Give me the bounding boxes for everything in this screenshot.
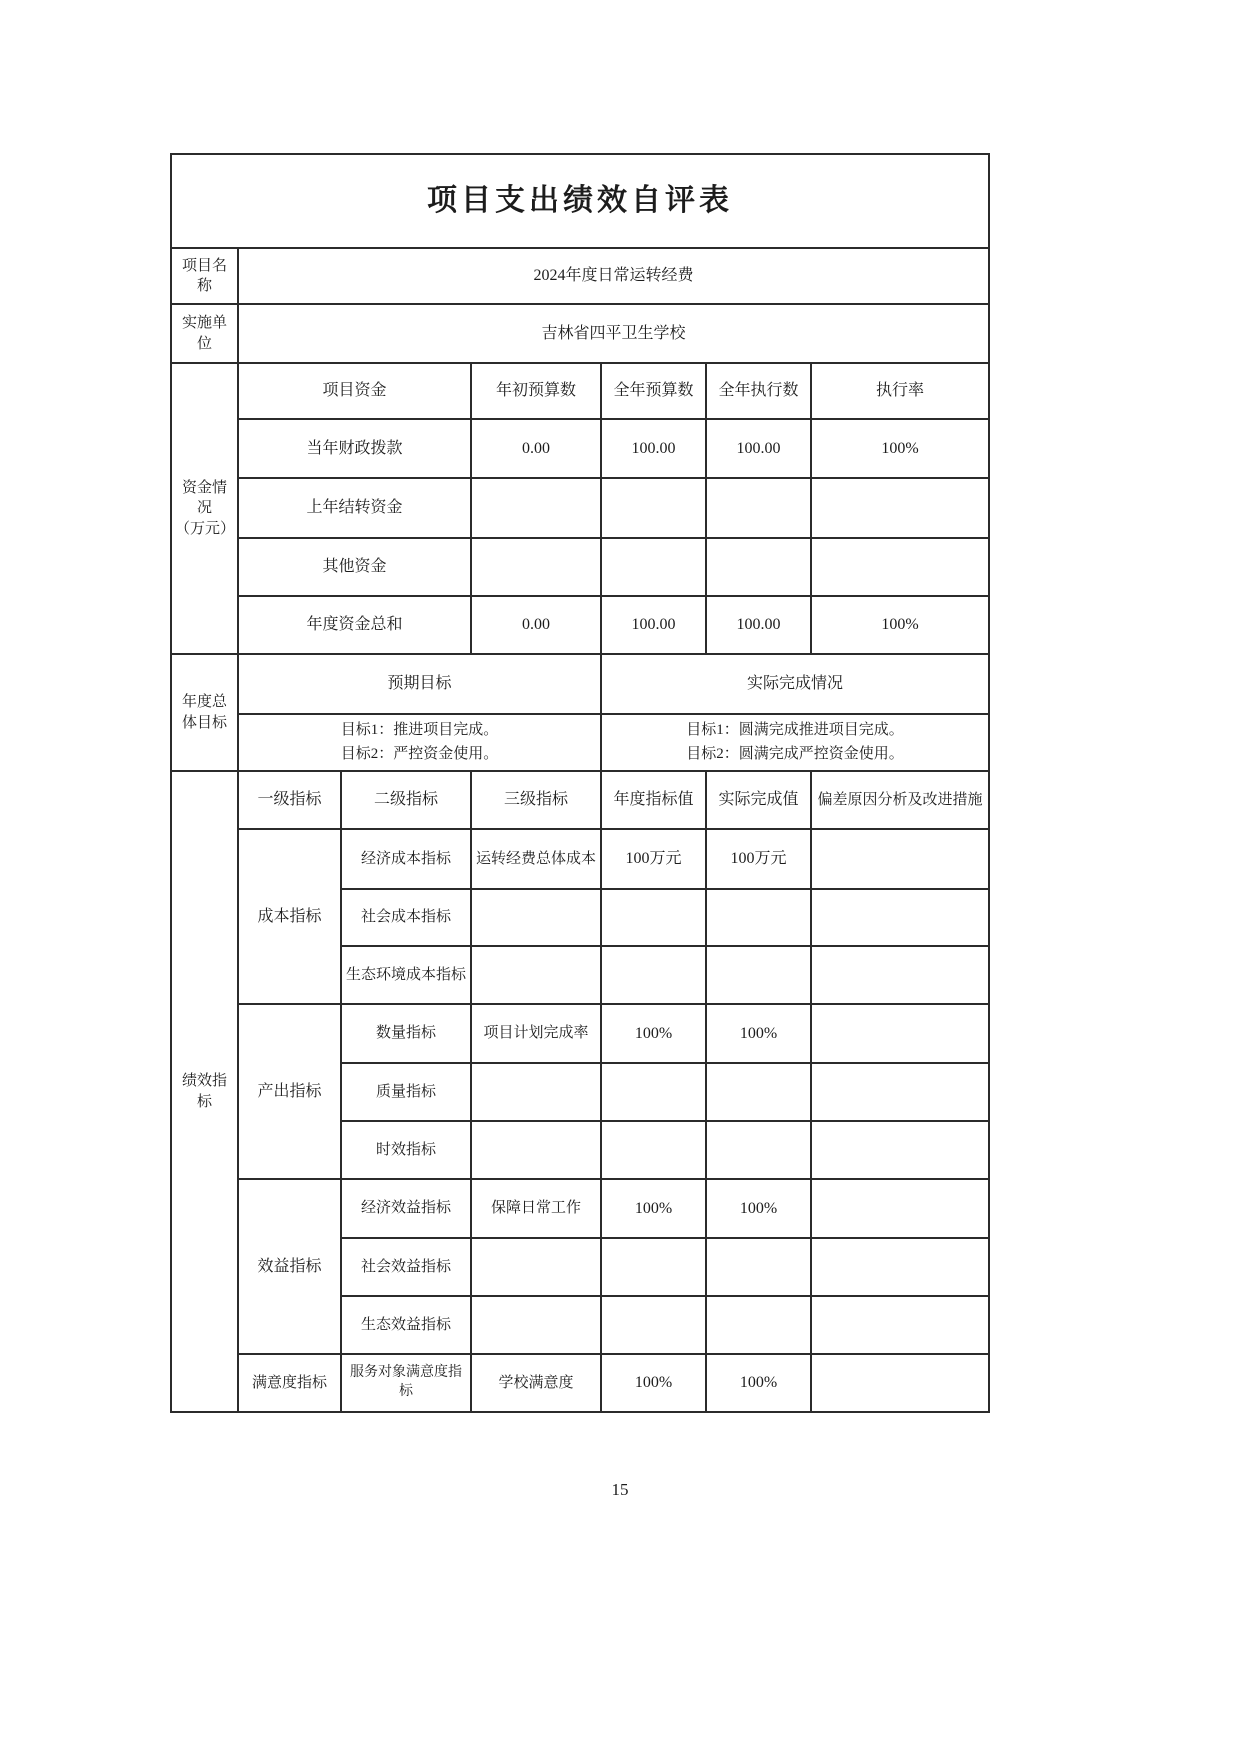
funding-row-name: 上年结转资金 [239,479,472,539]
indicator-deviation-cell [812,1297,990,1355]
funding-executed-value: 100.00 [707,420,812,479]
indicator-actual-value: 100% [707,1005,812,1064]
table-title: 项目支出绩效自评表 [172,155,990,249]
funding-initial-value: 0.00 [472,597,602,655]
indicator-deviation-cell [812,1180,990,1239]
indicator-actual-value [707,1297,812,1355]
indicator-level3 [472,890,602,947]
funding-section-label-line2: （万元） [175,520,236,537]
indicator-actual-value [707,947,812,1005]
indicator-target-value [602,1122,707,1180]
funding-rate-value [812,539,990,597]
indicator-level3 [472,947,602,1005]
funding-initial-value: 0.00 [472,420,602,479]
indicator-target-value [602,1239,707,1297]
indicator-actual-value: 100% [707,1355,812,1413]
funding-annual-value [602,539,707,597]
indicator-level2: 时效指标 [342,1122,472,1180]
funding-section-label [172,364,239,655]
indicator-deviation-cell [812,1005,990,1064]
indicator-level3: 保障日常工作 [472,1180,602,1239]
indicator-level2: 生态效益指标 [342,1297,472,1355]
funding-annual-value: 100.00 [602,597,707,655]
indicator-deviation-cell [812,1239,990,1297]
indicator-level2: 生态环境成本指标 [342,947,472,1005]
indicator-actual-value: 100万元 [707,830,812,890]
funding-header-rate: 执行率 [812,364,990,420]
indicator-header-level1: 一级指标 [239,772,342,830]
page-number: 15 [611,1480,629,1499]
funding-initial-value [472,539,602,597]
indicator-header-actual: 实际完成值 [707,772,812,830]
funding-executed-value [707,539,812,597]
indicator-actual-value [707,1239,812,1297]
indicator-level3 [472,1297,602,1355]
indicators-section-label: 绩效指标 [172,772,239,1413]
indicator-deviation-cell [812,890,990,947]
indicator-level2: 质量指标 [342,1064,472,1122]
indicator-level3 [472,1064,602,1122]
actual-completion-header: 实际完成情况 [602,655,990,715]
funding-section-label-line1: 资金情况 [181,480,227,517]
indicator-actual-value [707,1122,812,1180]
project-name-value: 2024年度日常运转经费 [239,249,990,305]
indicator-target-value: 100% [602,1180,707,1239]
funding-header-annual: 全年预算数 [602,364,707,420]
annual-goal-section-label: 年度总体目标 [172,655,239,772]
funding-header-executed: 全年执行数 [707,364,812,420]
output-indicators-label: 产出指标 [239,1005,342,1180]
indicator-actual-value [707,890,812,947]
indicator-level2: 经济成本指标 [342,830,472,890]
indicator-level3 [472,1122,602,1180]
indicator-deviation-cell [812,1355,990,1413]
indicator-actual-value: 100% [707,1180,812,1239]
indicator-deviation-cell [812,830,990,890]
indicator-header-level3: 三级指标 [472,772,602,830]
funding-rate-value: 100% [812,597,990,655]
funding-annual-value [602,479,707,539]
indicator-actual-value [707,1064,812,1122]
expected-goal-header: 预期目标 [239,655,602,715]
indicator-target-value: 100% [602,1005,707,1064]
indicator-level3: 学校满意度 [472,1355,602,1413]
expected-goal-1: 目标1：推进项目完成。 [340,722,499,739]
indicator-header-deviation: 偏差原因分析及改进措施 [812,772,990,830]
indicator-header-level2: 二级指标 [342,772,472,830]
funding-rate-value: 100% [812,420,990,479]
benefit-indicators-label: 效益指标 [239,1180,342,1355]
actual-goal-1: 目标1：圆满完成推进项目完成。 [686,722,904,739]
indicator-deviation-cell [812,947,990,1005]
actual-completion-cell [602,715,990,772]
cost-indicators-label: 成本指标 [239,830,342,1005]
funding-executed-value: 100.00 [707,597,812,655]
funding-header-fund: 项目资金 [239,364,472,420]
funding-header-initial: 年初预算数 [472,364,602,420]
funding-rate-value [812,479,990,539]
performance-self-evaluation-table [170,153,990,1413]
implementing-unit-value: 吉林省四平卫生学校 [239,305,990,364]
indicator-level3 [472,1239,602,1297]
expected-goal-2: 目标2：严控资金使用。 [340,745,499,762]
actual-goal-2: 目标2：圆满完成严控资金使用。 [686,745,904,762]
funding-initial-value [472,479,602,539]
indicator-target-value [602,1297,707,1355]
implementing-unit-label: 实施单位 [172,305,239,364]
funding-row-name: 年度资金总和 [239,597,472,655]
indicator-deviation-cell [812,1064,990,1122]
project-name-label: 项目名称 [172,249,239,305]
indicator-level2: 经济效益指标 [342,1180,472,1239]
funding-executed-value [707,479,812,539]
indicator-target-value: 100万元 [602,830,707,890]
indicator-target-value: 100% [602,1355,707,1413]
indicator-level2: 服务对象满意度指标 [342,1355,472,1413]
indicator-target-value [602,1064,707,1122]
indicator-target-value [602,947,707,1005]
funding-row-name: 当年财政拨款 [239,420,472,479]
expected-goal-cell [239,715,602,772]
indicator-level2: 数量指标 [342,1005,472,1064]
indicator-level2: 社会效益指标 [342,1239,472,1297]
indicator-level2: 社会成本指标 [342,890,472,947]
indicator-header-target: 年度指标值 [602,772,707,830]
indicator-deviation-cell [812,1122,990,1180]
indicator-level3: 项目计划完成率 [472,1005,602,1064]
funding-annual-value: 100.00 [602,420,707,479]
funding-row-name: 其他资金 [239,539,472,597]
indicator-target-value [602,890,707,947]
indicator-level3: 运转经费总体成本 [472,830,602,890]
satisfaction-indicators-label: 满意度指标 [239,1355,342,1413]
